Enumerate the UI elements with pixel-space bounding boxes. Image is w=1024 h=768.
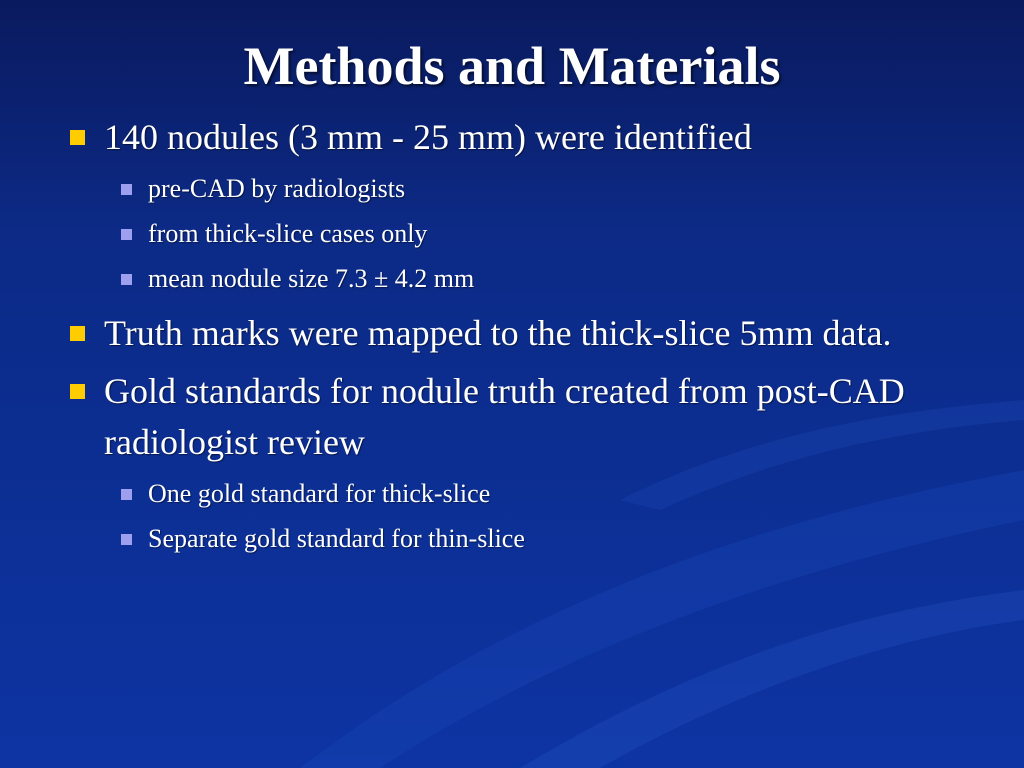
sub-bullet-square-icon xyxy=(121,184,132,195)
bullet-list xyxy=(68,112,968,568)
sub-bullet-square-icon xyxy=(121,534,132,545)
bullet-square-icon xyxy=(70,326,85,341)
sub-bullet-item xyxy=(104,211,968,256)
sub-bullet-list xyxy=(104,166,968,301)
sub-bullet-item xyxy=(104,516,968,561)
sub-bullet-text: pre-CAD by radiologists xyxy=(148,174,406,203)
sub-bullet-text: One gold standard for thick-slice xyxy=(148,479,491,508)
bullet-text: 140 nodules (3 mm - 25 mm) were identified xyxy=(104,117,752,157)
sub-bullet-text: Separate gold standard for thin-slice xyxy=(148,524,525,553)
bullet-item-gold-standards xyxy=(68,366,968,561)
sub-bullet-text: from thick-slice cases only xyxy=(148,219,428,248)
slide-title: Methods and Materials xyxy=(243,36,781,96)
sub-bullet-item xyxy=(104,166,968,211)
bullet-item-nodules xyxy=(68,112,968,301)
sub-bullet-item xyxy=(104,471,968,516)
bullet-item-truth-marks xyxy=(68,308,968,359)
bullet-text: Truth marks were mapped to the thick-slice 5mm data. xyxy=(104,313,892,353)
sub-bullet-item xyxy=(104,256,968,301)
sub-bullet-text: mean nodule size 7.3 ± 4.2 mm xyxy=(148,264,475,293)
bullet-text: Gold standards for nodule truth created from post-CAD radiologist review xyxy=(104,371,905,462)
sub-bullet-square-icon xyxy=(121,489,132,500)
sub-bullet-square-icon xyxy=(121,229,132,240)
bullet-square-icon xyxy=(70,130,85,145)
bullet-square-icon xyxy=(70,384,85,399)
sub-bullet-square-icon xyxy=(121,274,132,285)
sub-bullet-list xyxy=(104,471,968,561)
